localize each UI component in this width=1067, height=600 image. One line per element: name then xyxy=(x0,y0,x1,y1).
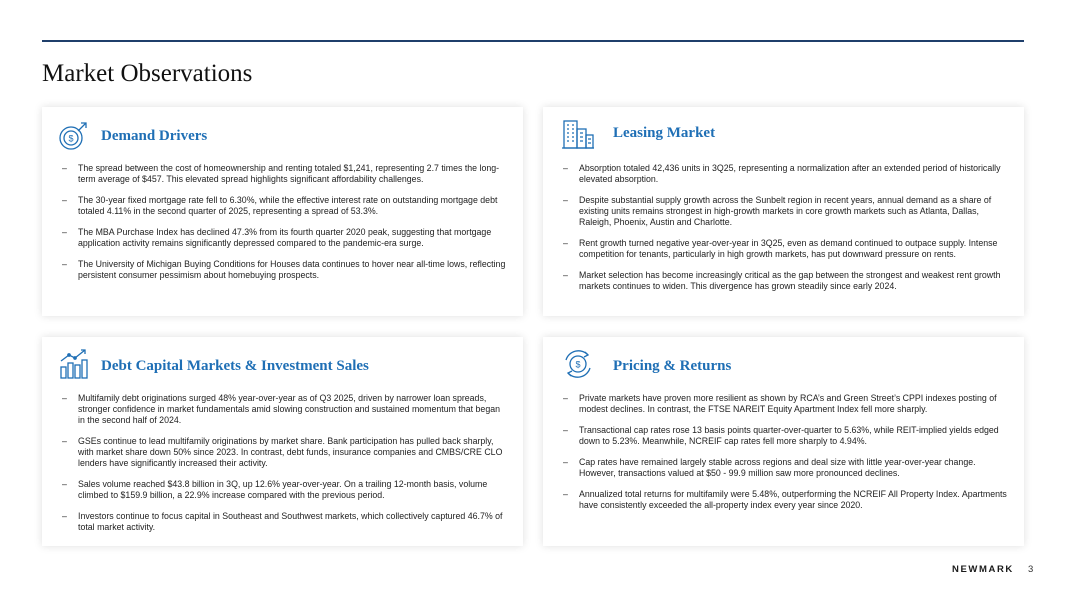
dollar-cycle-icon xyxy=(561,347,595,381)
list-item: – Transactional cap rates rose 13 basis points quarter-over-quarter to 5.63%, while REIT-implied yields edged down to 5.23%. Meanwhile, NCREIF cap rates fell more sharply to 4.94%. xyxy=(563,425,999,446)
page-title: Market Observations xyxy=(42,60,253,87)
dollar-arrow-icon xyxy=(56,119,90,153)
buildings-icon xyxy=(561,117,595,151)
list-item: – Multifamily debt originations surged 48% year-over-year as of Q3 2025, driven by narrower loan spreads, stronger confidence in market fundamentals amid slowing construction and sustained momentum that began in the second half of 2024. xyxy=(62,393,500,425)
top-rule xyxy=(42,40,1024,42)
list-item: – Annualized total returns for multifamily were 5.48%, outperforming the NCREIF All Property Index. Apartments have consistently exceeded the all-property index every year since 2020. xyxy=(563,489,1007,510)
list-item: – Absorption totaled 42,436 units in 3Q25, representing a normalization after an extended period of historically elevated absorption. xyxy=(563,163,1001,184)
list-item: – Despite substantial supply growth across the Sunbelt region in recent years, annual demand as a share of existing units remains strongest in high-growth markets in core growth markets such as Atlanta, Dallas, Raleigh, Phoenix, Austin and Charlotte. xyxy=(563,195,992,227)
card-title: Pricing & Returns xyxy=(613,358,732,374)
svg-text:$: $ xyxy=(575,359,581,370)
card-leasing-market xyxy=(543,107,1024,316)
list-item: – Private markets have proven more resilient as shown by RCA’s and Green Street’s CPPI indexes posting of modest declines. In contrast, the FTSE NAREIT Equity Apartment Index fell more sharply. xyxy=(563,393,997,414)
brand-logo: NEWMARK xyxy=(952,564,1014,575)
list-item: – The University of Michigan Buying Conditions for Houses data continues to hover near all-time lows, reflecting persistent consumer pessimism about homebuying prospects. xyxy=(62,259,506,280)
card-demand-drivers xyxy=(42,107,523,316)
bullet-list xyxy=(563,393,1010,521)
list-item: – Rent growth turned negative year-over-year in 3Q25, even as demand continued to outpace supply. Intense competition for tenants, particularly in high growth markets, has put downward pressure on rents. xyxy=(563,238,998,259)
list-item: – Sales volume reached $43.8 billion in 3Q, up 12.6% year-over-year. On a trailing 12-month basis, volume climbed to $159.9 billion, a 22.9% increase compared with the previous period. xyxy=(62,479,488,500)
card-title: Leasing Market xyxy=(613,125,716,141)
bullet-list xyxy=(62,163,509,291)
list-item: – Cap rates have remained largely stable across regions and deal size with little year-over-year change. However, transactions valued at $50 - 99.9 million saw more pronounced declines. xyxy=(563,457,976,478)
list-item: – The 30-year fixed mortgage rate fell to 6.30%, while the effective interest rate on outstanding mortgage debt totaled 4.11% in the second quarter of 2025, representing a spread of 53.3%. xyxy=(62,195,498,216)
card-title: Demand Drivers xyxy=(101,128,208,144)
list-item: – The MBA Purchase Index has declined 47.3% from its fourth quarter 2020 peak, suggesting that mortgage application activity remains significantly depressed compared to the pandemic-era surge. xyxy=(62,227,492,248)
bullet-list xyxy=(563,163,1010,302)
card-pricing-returns xyxy=(543,337,1024,546)
bar-chart-icon xyxy=(58,347,92,381)
svg-text:$: $ xyxy=(68,133,74,144)
list-item: – GSEs continue to lead multifamily originations by market share. Bank participation has pulled back sharply, with market share down 50% since 2023. In contrast, debt funds, insurance companies and CMBS/CRE CLO lenders have significantly increased their activity. xyxy=(62,436,503,468)
bullet-list xyxy=(62,393,509,543)
page-number: 3 xyxy=(1028,564,1034,575)
list-item: – Market selection has become increasingly critical as the gap between the strongest and weakest rent growth markets continues to widen. This divergence has grown steadily since early 2024. xyxy=(563,270,1001,291)
list-item: – Investors continue to focus capital in Southeast and Southwest markets, which collectively captured 46.7% of total market activity. xyxy=(62,511,503,532)
card-debt-capital-markets xyxy=(42,337,523,546)
list-item: – The spread between the cost of homeownership and renting totaled $1,241, representing 2.7 times the long-term average of $457. This elevated spread highlights significant affordability challenges. xyxy=(62,163,500,184)
card-title: Debt Capital Markets & Investment Sales xyxy=(101,358,369,374)
